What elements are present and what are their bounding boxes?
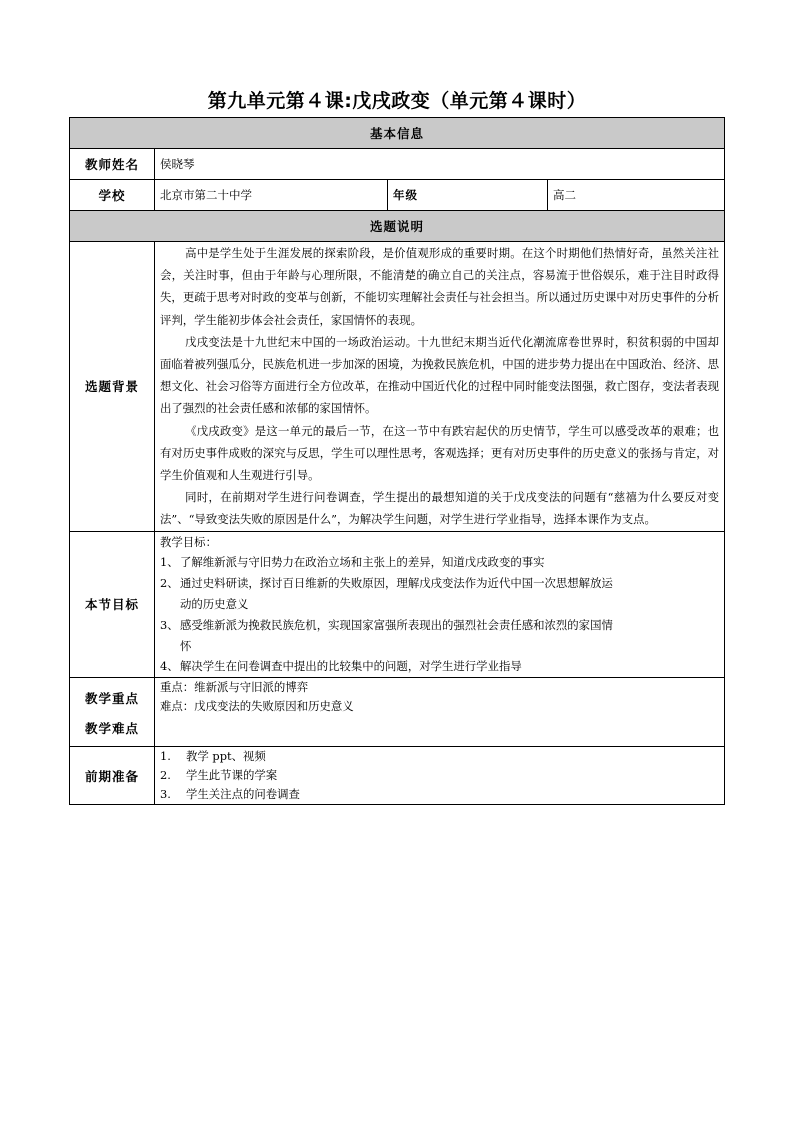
objective-text: 通过史料研读，探讨百日维新的失败原因，理解戊戌变法作为近代中国一次思想解放运 bbox=[180, 576, 613, 591]
preparation-text bbox=[155, 747, 725, 805]
preparation-item bbox=[160, 766, 719, 785]
preparation-item-text: 学生此节课的学案 bbox=[186, 768, 278, 783]
preparation-label: 前期准备 bbox=[70, 747, 155, 805]
key-point-text: 重点：维新派与守旧派的博弈 bbox=[160, 680, 309, 695]
focus-labels bbox=[70, 678, 155, 747]
difficult-point-text: 难点：戊戌变法的失败原因和历史意义 bbox=[160, 699, 354, 714]
objective-number: 2、 bbox=[160, 576, 179, 591]
preparation-number: 1. bbox=[160, 749, 171, 764]
grade-value: 高二 bbox=[548, 180, 725, 211]
focus-text bbox=[155, 678, 725, 747]
objective-item bbox=[160, 573, 719, 615]
objectives-label: 本节目标 bbox=[70, 531, 155, 678]
objective-item bbox=[160, 656, 719, 677]
preparation-number: 3. bbox=[160, 787, 171, 802]
preparation-item bbox=[160, 785, 719, 804]
school-label: 学校 bbox=[70, 180, 155, 211]
preparation-item-text: 教学 ppt、视频 bbox=[186, 749, 266, 764]
school-value: 北京市第二十中学 bbox=[155, 180, 388, 211]
preparation-item-text: 学生关注点的问卷调查 bbox=[186, 787, 300, 802]
background-paragraph: 戊戌变法是十九世纪末中国的一场政治运动。十九世纪末期当近代化潮流席卷世界时，积贫积弱的中国却面临着被列强瓜分，民族危机进一步加深的困境，为挽救民族危机，中国的进步势力提出在中国政治、经济、思想文化、社会习俗等方面进行全方位改革，在推动中国近代化的过程中同时能变法图强，救亡图存，变法者表现出了强烈的社会责任感和浓郁的家国情怀。 bbox=[160, 334, 720, 416]
background-label: 选题背景 bbox=[70, 242, 155, 532]
background-paragraph: 《戊戌政变》是这一单元的最后一节，在这一节中有跌宕起伏的历史情节，学生可以感受改革的艰难；也有对历史事件成败的深究与反思，学生可以理性思考，客观选择；更有对历史事件的历史意义的张扬与肯定，对学生价值观和人生观进行引导。 bbox=[160, 423, 720, 483]
page-title: 第九单元第４课:戊戌政变（单元第４课时） bbox=[207, 90, 587, 112]
section-topic-explanation: 选题说明 bbox=[70, 211, 725, 242]
background-paragraph: 同时，在前期对学生进行问卷调查，学生提出的最想知道的关于戊戌变法的问题有“慈禧为什么要反对变法”、“导致变法失败的原因是什么”，为解决学生问题，对学生进行学业指导，选择本课作为支点。 bbox=[160, 490, 720, 527]
objective-text: 感受维新派为挽救民族危机，实现国家富强所表现出的强烈社会责任感和浓烈的家国情 bbox=[180, 617, 613, 632]
background-text bbox=[155, 242, 725, 532]
preparation-item bbox=[160, 747, 719, 766]
objective-text: 了解维新派与守旧势力在政治立场和主张上的差异，知道戊戌政变的事实 bbox=[180, 555, 545, 570]
background-paragraph: 高中是学生处于生涯发展的探索阶段，是价值观形成的重要时期。在这个时期他们热情好奇，虽然关注社会，关注时事，但由于年龄与心理所限，不能清楚的确立自己的关注点，容易流于世俗娱乐，难于注目时政得失，更疏于思考对时政的变革与创新，不能切实理解社会责任与社会担当。所以通过历史课中对历史事件的分析评判，学生能初步体会社会责任，家国情怀的表现。 bbox=[160, 246, 720, 327]
objective-text-cont: 动的历史意义 bbox=[180, 597, 249, 612]
objectives-heading: 教学目标： bbox=[160, 534, 217, 549]
lesson-plan-table bbox=[69, 117, 725, 805]
objective-text: 解决学生在问卷调查中提出的比较集中的问题，对学生进行学业指导 bbox=[180, 659, 522, 674]
preparation-number: 2. bbox=[160, 768, 171, 783]
difficult-point-label: 教学难点 bbox=[84, 721, 139, 737]
key-point-label: 教学重点 bbox=[84, 691, 139, 707]
objective-number: 1、 bbox=[160, 555, 179, 570]
objective-number: 4、 bbox=[160, 659, 179, 674]
objective-text-cont: 怀 bbox=[180, 638, 192, 653]
grade-label: 年级 bbox=[388, 180, 548, 211]
objective-number: 3、 bbox=[160, 617, 179, 632]
objective-item bbox=[160, 615, 719, 657]
objectives-text bbox=[155, 531, 725, 678]
teacher-name-label: 教师姓名 bbox=[70, 149, 155, 180]
teacher-name-value: 侯晓琴 bbox=[155, 149, 725, 180]
objective-item bbox=[160, 552, 719, 573]
section-basic-info: 基本信息 bbox=[70, 118, 725, 149]
